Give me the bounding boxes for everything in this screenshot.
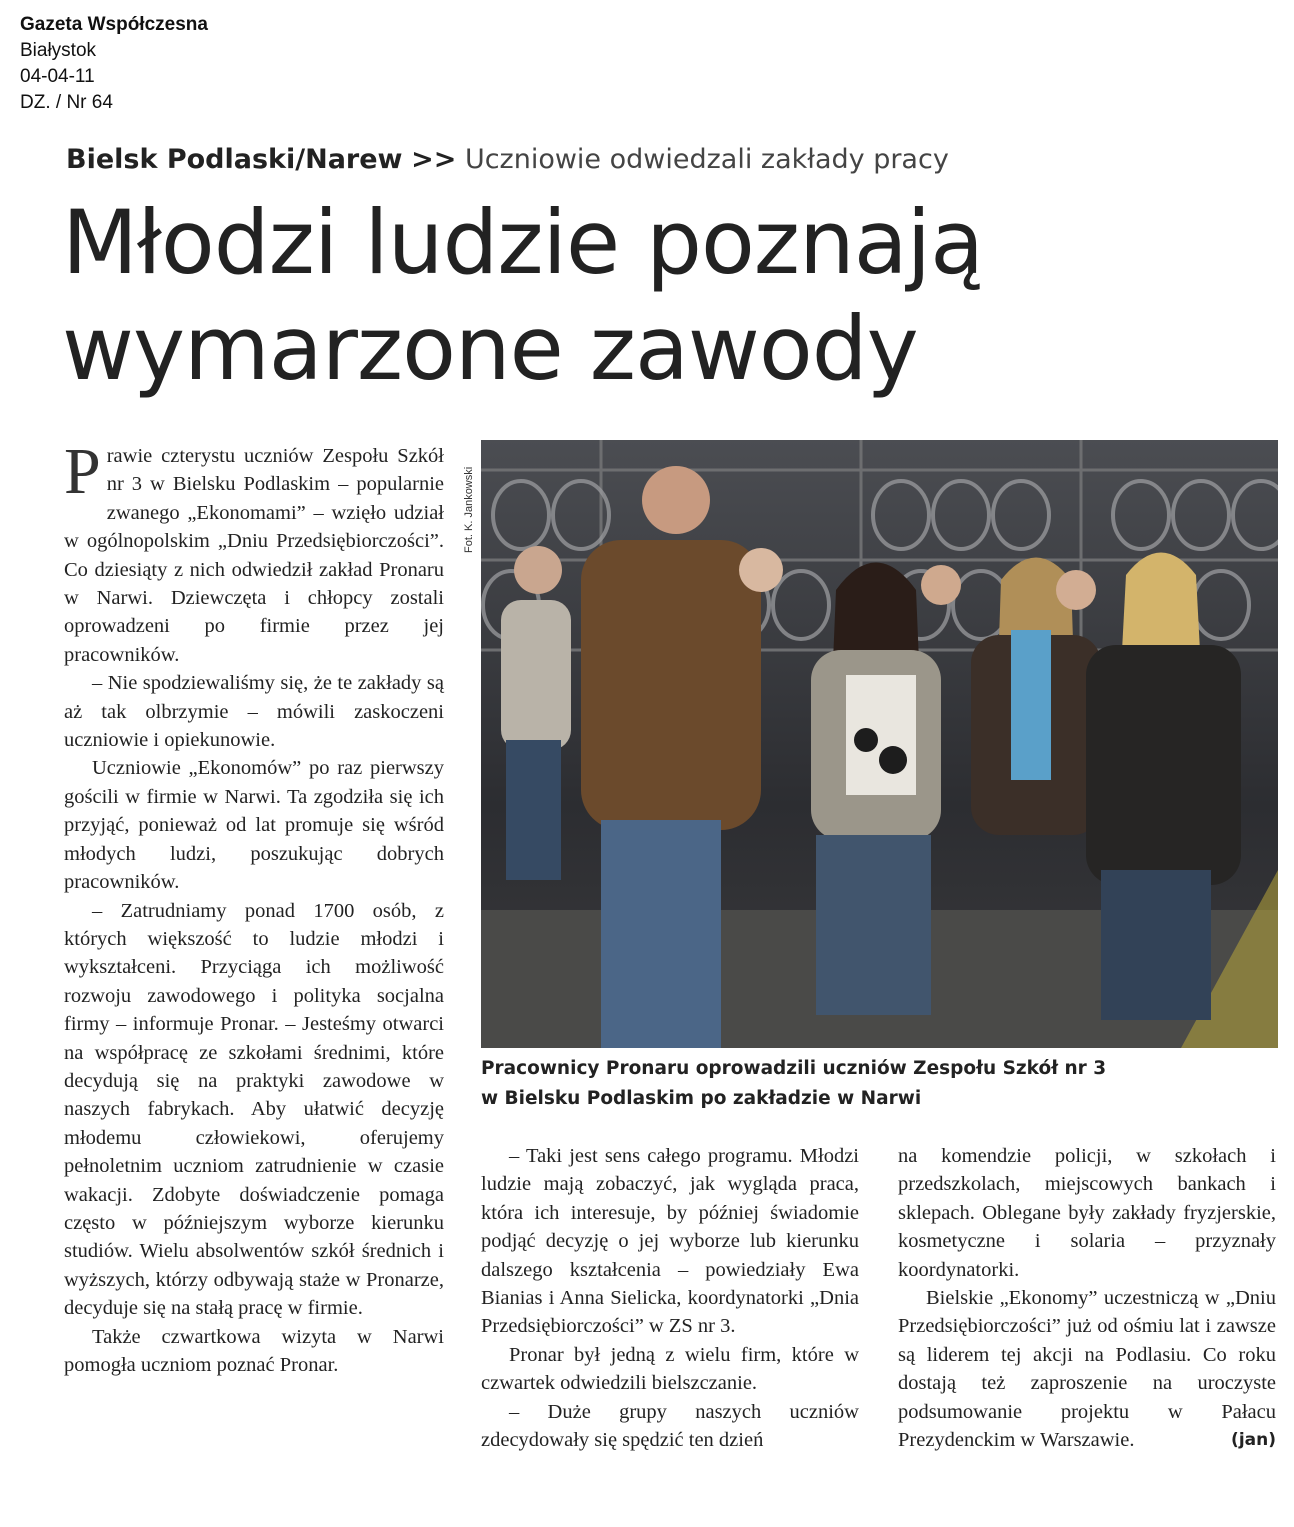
- article-column-3: [898, 1142, 1276, 1454]
- kicker-topic: Uczniowie odwiedzali zakłady pracy: [464, 144, 949, 175]
- paragraph: Bielskie „Ekonomy” uczestniczą w „Dniu Przedsiębiorczości” już od ośmiu lat i zawsze są liderem tej akcji na Podlasiu. Co roku dostają też zaproszenie na uroczyste podsumowanie projektu w Pałacu Prezydenckim w Warszawie. (jan): [898, 1284, 1276, 1454]
- paragraph: – Zatrudniamy ponad 1700 osób, z których większość to ludzie młodzi i wykształceni. Przyciąga ich możliwość rozwoju zawodowego i polityka socjalna firmy – informuje Pronar. – Jesteśmy otwarci na współpracę ze szkołami średnimi, które decydują się na praktyki zawodowe w naszych fabrykach. Aby ułatwić decyzję młodemu człowiekowi, oferujemy pełnoletnim uczniom zatrudnienie w czasie wakacji. Zdobyte doświadczenie pomaga często w późniejszym wyborze kierunku studiów. Wielu absolwentów szkół średnich i wyższych, którzy odbywają staże w Pronarze, decyduje się na stałą pracę w firmie.: [64, 899, 444, 1320]
- dropcap: P: [64, 435, 101, 508]
- issue-number: DZ. / Nr 64: [20, 92, 113, 113]
- article-column-2: [481, 1142, 859, 1454]
- paragraph: – Nie spodziewaliśmy się, że te zakłady są aż tak olbrzymie – mówili zaskoczeni uczniowie i opiekunowie.: [64, 672, 444, 752]
- article-headline: [62, 190, 1272, 402]
- paragraph: Pronar był jedną z wielu firm, które w czwartek odwiedzili bielszczanie.: [481, 1343, 859, 1395]
- kicker-separator: >>: [411, 144, 457, 175]
- article-column-1: [64, 435, 444, 1379]
- paragraph: – Taki jest sens całego programu. Młodzi ludzie mają zobaczyć, jak wygląda praca, która ich interesuje, by później świadomie podjąć decyzję o jej wyborze lub kierunku dalszego kształcenia – powiedziały Ewa Bianias i Anna Sielicka, koordynatorki „Dnia Przedsiębiorczości” w ZS nr 3.: [481, 1145, 859, 1338]
- author-signature: (jan): [1231, 1430, 1276, 1451]
- paragraph: Uczniowie „Ekonomów” po raz pierwszy gościli w firmie w Narwi. Ta zgodziła się ich przyjąć, ponieważ od lat promuje się wśród młodych ludzi, poszukując dobrych pracowników.: [64, 757, 444, 894]
- headline-line-1: Młodzi ludzie poznają: [62, 191, 984, 294]
- article-photo: [481, 440, 1278, 1048]
- publication-name: Gazeta Współczesna: [20, 14, 208, 35]
- paragraph: na komendzie policji, w szkołach i przedszkolach, miejscowych bankach i sklepach. Oblegane były zakłady fryzjerskie, kosmetyczne i solaria – przyznały koordynatorki.: [898, 1145, 1276, 1281]
- publication-date: 04-04-11: [20, 66, 95, 87]
- caption-line-2: w Bielsku Podlaskim po zakładzie w Narwi: [481, 1088, 922, 1109]
- section-label: Bielsk Podlaski/Narew: [66, 144, 403, 175]
- publication-city: Białystok: [20, 40, 97, 61]
- paragraph: – Duże grupy naszych uczniów zdecydowały się spędzić ten dzień: [481, 1400, 859, 1452]
- photo-credit: Fot. K. Jankowski: [463, 466, 475, 553]
- clipping-metadata: [20, 12, 208, 116]
- photo-illustration: [481, 440, 1278, 1048]
- headline-line-2: wymarzone zawody: [62, 297, 918, 400]
- photo-caption: [481, 1054, 1281, 1114]
- paragraph: Także czwartkowa wizyta w Narwi pomogła uczniom poznać Pronar.: [64, 1325, 444, 1376]
- caption-line-1: Pracownicy Pronaru oprowadzili uczniów Zespołu Szkół nr 3: [481, 1058, 1107, 1079]
- paragraph: Prawie czterystu uczniów Zespołu Szkół nr 3 w Bielsku Podlaskim – popularnie zwanego „Ekonomami” – wzięło udział w ogólnopolskim „Dniu Przedsiębiorczości”. Co dziesiąty z nich odwiedził zakład Pronaru w Narwi. Dziewczęta i chłopcy zostali oprowadzeni po firmie przez jej pracowników.: [64, 435, 444, 666]
- article-kicker: [66, 144, 1266, 175]
